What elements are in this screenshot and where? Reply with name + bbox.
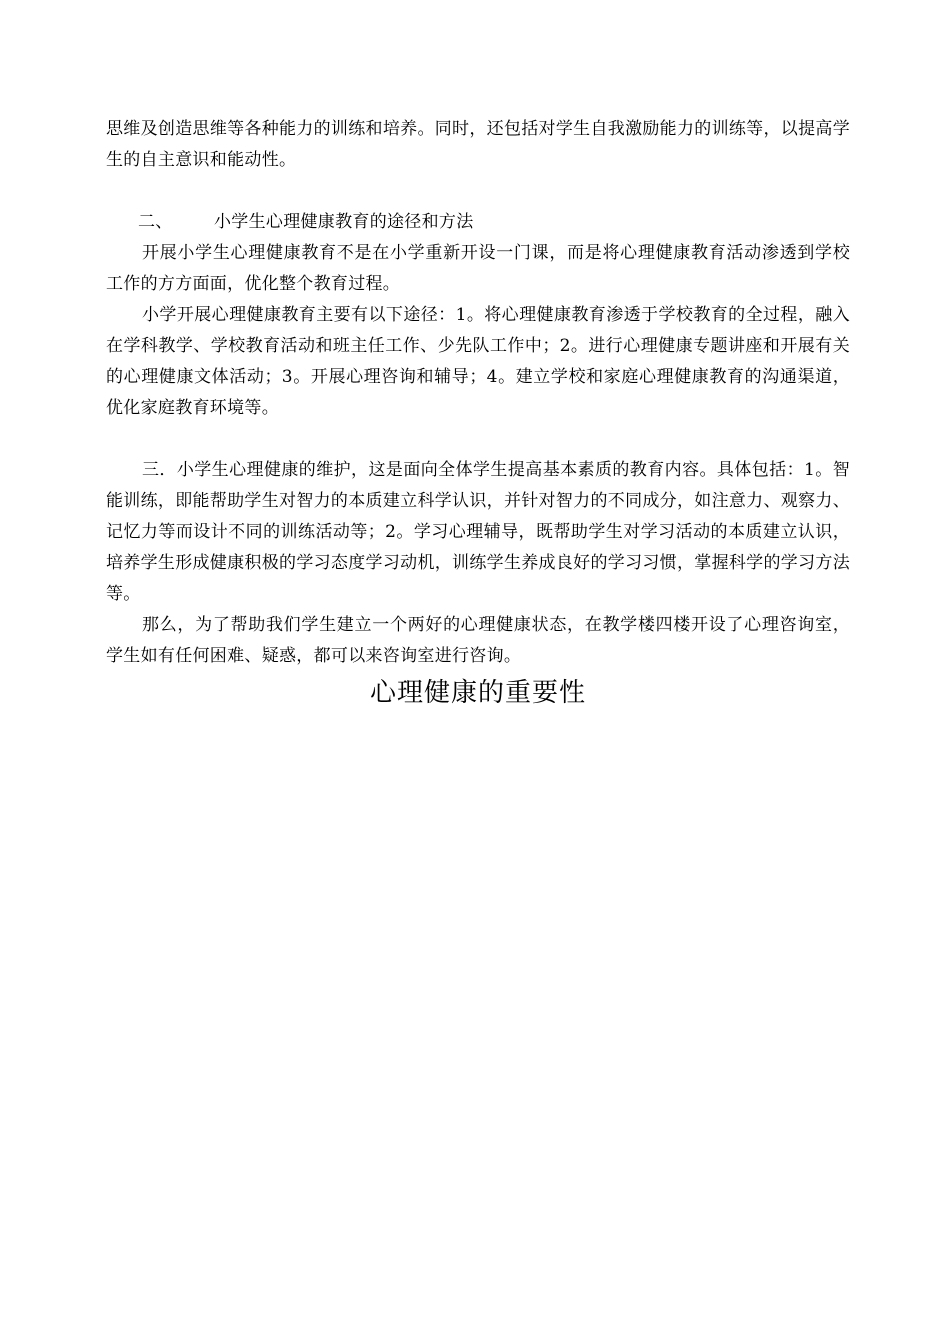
section-two-heading [106,207,850,238]
section-title: 心理健康的重要性 [369,678,586,708]
section-two-paragraph-2: 小学开展心理健康教育主要有以下途径：1。将心理健康教育渗透于学校教育的全过程，融入在学科教学、学校教育活动和班主任工作、少先队工作中；2。进行心理健康专题讲座和开展有关的心理健康文体活动；3。开展心理咨询和辅导；4。建立学校和家庭心理健康教育的沟通渠道，优化家庭教育环境等。 [106,305,850,418]
paragraph-intro: 思维及创造思维等各种能力的训练和培养。同时，还包括对学生自我激励能力的训练等，以提高学生的自主意识和能动性。 [106,119,850,170]
paragraph-gap [106,176,850,207]
section-three-paragraph-1: 三．小学生心理健康的维护，这是面向全体学生提高基本素质的教育内容。具体包括：1。智能训练，即能帮助学生对智力的本质建立科学认识，并针对智力的不同成分，如注意力、观察力、记忆力等而设计不同的训练活动等；2。学习心理辅导，既帮助学生对学习活动的本质建立认识，培养学生形成健康积极的学习态度学习动机，训练学生养成良好的学习习惯，掌握科学的学习方法等。 [106,460,850,604]
section-two-paragraph-1: 开展小学生心理健康教育不是在小学重新开设一门课，而是将心理健康教育活动渗透到学校工作的方方面面，优化整个教育过程。 [106,243,850,294]
document-body [106,114,850,714]
paragraph-gap [106,424,850,455]
section-two-number: 二、 [138,212,173,232]
section-three-paragraph-2: 那么，为了帮助我们学生建立一个两好的心理健康状态，在教学楼四楼开设了心理咨询室，学生如有任何困难、疑惑，都可以来咨询室进行咨询。 [106,615,850,666]
section-two-title: 小学生心理健康教育的途径和方法 [214,212,474,232]
